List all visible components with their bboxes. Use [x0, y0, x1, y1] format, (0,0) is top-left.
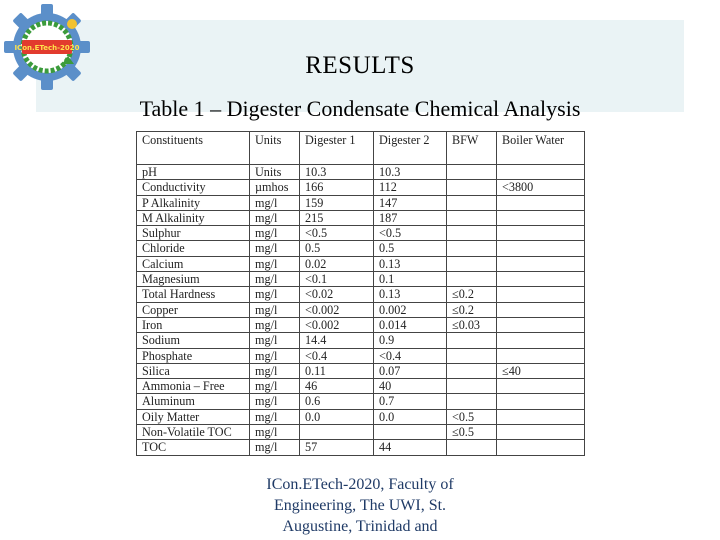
table-cell — [447, 333, 497, 348]
table-cell: 10.3 — [374, 165, 447, 180]
table-cell: mg/l — [250, 440, 300, 455]
table-cell: <0.002 — [300, 317, 374, 332]
table-cell: mg/l — [250, 379, 300, 394]
table-cell — [447, 241, 497, 256]
table-cell: mg/l — [250, 302, 300, 317]
analysis-table — [136, 131, 585, 456]
table-row — [137, 348, 585, 363]
table-cell: 0.7 — [374, 394, 447, 409]
table-cell — [374, 425, 447, 440]
table-cell — [447, 210, 497, 225]
table-cell — [497, 210, 585, 225]
table-cell: 147 — [374, 195, 447, 210]
table-cell — [497, 302, 585, 317]
table-row — [137, 409, 585, 424]
table-cell: 0.002 — [374, 302, 447, 317]
table-cell: 0.11 — [300, 363, 374, 378]
table-cell: <0.4 — [300, 348, 374, 363]
table-cell — [497, 333, 585, 348]
table-cell: 159 — [300, 195, 374, 210]
table-cell: 40 — [374, 379, 447, 394]
table-cell: µmhos — [250, 180, 300, 195]
table-cell: <0.1 — [300, 272, 374, 287]
header-digester-1: Digester 1 — [300, 132, 374, 165]
table-cell: 57 — [300, 440, 374, 455]
table-cell: <0.5 — [447, 409, 497, 424]
table-caption: Table 1 – Digester Condensate Chemical Analysis — [139, 96, 581, 121]
table-row — [137, 195, 585, 210]
table-cell: ≤0.2 — [447, 302, 497, 317]
table-cell: 187 — [374, 210, 447, 225]
table-cell: ≤0.03 — [447, 317, 497, 332]
table-cell — [497, 409, 585, 424]
table-cell: Calcium — [137, 256, 250, 271]
table-cell: Chloride — [137, 241, 250, 256]
table-cell — [497, 195, 585, 210]
table-cell: 0.07 — [374, 363, 447, 378]
table-cell: <0.5 — [374, 226, 447, 241]
table-cell: 215 — [300, 210, 374, 225]
table-cell: ≤0.5 — [447, 425, 497, 440]
table-cell: ≤0.2 — [447, 287, 497, 302]
table-row — [137, 425, 585, 440]
footer — [230, 474, 490, 537]
table-row — [137, 440, 585, 455]
table-row — [137, 165, 585, 180]
table-cell: 0.1 — [374, 272, 447, 287]
footer-line: Augustine, Trinidad and — [282, 518, 438, 535]
table-cell: 0.0 — [300, 409, 374, 424]
logo-text: ICon.ETech-2020 — [14, 44, 80, 52]
table-cell: 112 — [374, 180, 447, 195]
table-cell: mg/l — [250, 287, 300, 302]
table-cell: mg/l — [250, 317, 300, 332]
table-cell: mg/l — [250, 210, 300, 225]
table-cell: 14.4 — [300, 333, 374, 348]
table-cell: TOC — [137, 440, 250, 455]
table-cell: 0.13 — [374, 287, 447, 302]
table-cell: Units — [250, 165, 300, 180]
table-cell: 0.5 — [300, 241, 374, 256]
table-cell: Silica — [137, 363, 250, 378]
table-cell — [497, 272, 585, 287]
table-row — [137, 287, 585, 302]
table-cell: mg/l — [250, 195, 300, 210]
table-cell: Oily Matter — [137, 409, 250, 424]
table-row — [137, 256, 585, 271]
table-cell: Magnesium — [137, 272, 250, 287]
table-header-row — [137, 132, 585, 165]
table-cell: 44 — [374, 440, 447, 455]
page-title: RESULTS — [305, 52, 415, 79]
table-cell: mg/l — [250, 241, 300, 256]
table-cell: Aluminum — [137, 394, 250, 409]
table-cell: Sodium — [137, 333, 250, 348]
table-cell: ≤40 — [497, 363, 585, 378]
table-cell — [497, 379, 585, 394]
table-cell: <0.4 — [374, 348, 447, 363]
table-cell — [300, 425, 374, 440]
table-cell: 0.5 — [374, 241, 447, 256]
table-body — [137, 165, 585, 456]
table-row — [137, 302, 585, 317]
table-row — [137, 394, 585, 409]
table-row — [137, 333, 585, 348]
table-cell: 0.13 — [374, 256, 447, 271]
table-row — [137, 180, 585, 195]
table-row — [137, 272, 585, 287]
table-cell: 0.014 — [374, 317, 447, 332]
table-cell: mg/l — [250, 363, 300, 378]
table-cell: Conductivity — [137, 180, 250, 195]
table-cell — [447, 256, 497, 271]
table-cell — [447, 165, 497, 180]
table-cell: Total Hardness — [137, 287, 250, 302]
table-cell — [447, 363, 497, 378]
table-cell — [447, 226, 497, 241]
table-cell: <0.02 — [300, 287, 374, 302]
table-cell — [447, 180, 497, 195]
table-cell: Iron — [137, 317, 250, 332]
table-cell: Copper — [137, 302, 250, 317]
table-cell: <0.002 — [300, 302, 374, 317]
table-cell — [497, 440, 585, 455]
table-cell: 166 — [300, 180, 374, 195]
table-cell — [497, 317, 585, 332]
table-cell — [497, 287, 585, 302]
analysis-table-container — [136, 131, 584, 456]
table-cell — [447, 195, 497, 210]
table-cell — [497, 256, 585, 271]
table-cell: Sulphur — [137, 226, 250, 241]
table-cell: mg/l — [250, 272, 300, 287]
table-row — [137, 226, 585, 241]
header-digester-2: Digester 2 — [374, 132, 447, 165]
table-row — [137, 210, 585, 225]
table-cell: 46 — [300, 379, 374, 394]
table-row — [137, 379, 585, 394]
header-units: Units — [250, 132, 300, 165]
table-cell: mg/l — [250, 333, 300, 348]
header-constituents: Constituents — [137, 132, 250, 165]
table-cell: Non-Volatile TOC — [137, 425, 250, 440]
footer-line: Engineering, The UWI, St. — [273, 497, 447, 514]
table-cell — [497, 165, 585, 180]
table-cell — [447, 394, 497, 409]
table-cell: mg/l — [250, 394, 300, 409]
table-cell — [497, 226, 585, 241]
table-cell: 10.3 — [300, 165, 374, 180]
table-row — [137, 317, 585, 332]
table-cell — [447, 379, 497, 394]
table-cell: M Alkalinity — [137, 210, 250, 225]
table-cell: Phosphate — [137, 348, 250, 363]
table-cell: 0.0 — [374, 409, 447, 424]
table-row — [137, 363, 585, 378]
table-cell: <3800 — [497, 180, 585, 195]
table-cell: mg/l — [250, 409, 300, 424]
table-cell: mg/l — [250, 256, 300, 271]
table-cell: 0.02 — [300, 256, 374, 271]
table-cell: pH — [137, 165, 250, 180]
table-cell — [497, 241, 585, 256]
header-bfw: BFW — [447, 132, 497, 165]
table-cell: mg/l — [250, 226, 300, 241]
table-cell: mg/l — [250, 425, 300, 440]
table-cell — [497, 348, 585, 363]
table-cell: <0.5 — [300, 226, 374, 241]
table-cell — [447, 348, 497, 363]
table-row — [137, 241, 585, 256]
table-cell: 0.6 — [300, 394, 374, 409]
table-cell: Ammonia – Free — [137, 379, 250, 394]
table-cell: P Alkalinity — [137, 195, 250, 210]
table-cell — [447, 440, 497, 455]
table-cell — [497, 394, 585, 409]
footer-line: ICon.ETech-2020, Faculty of — [266, 476, 454, 493]
table-cell: 0.9 — [374, 333, 447, 348]
table-cell: mg/l — [250, 348, 300, 363]
table-cell — [447, 272, 497, 287]
header-boiler-water: Boiler Water — [497, 132, 585, 165]
table-cell — [497, 425, 585, 440]
